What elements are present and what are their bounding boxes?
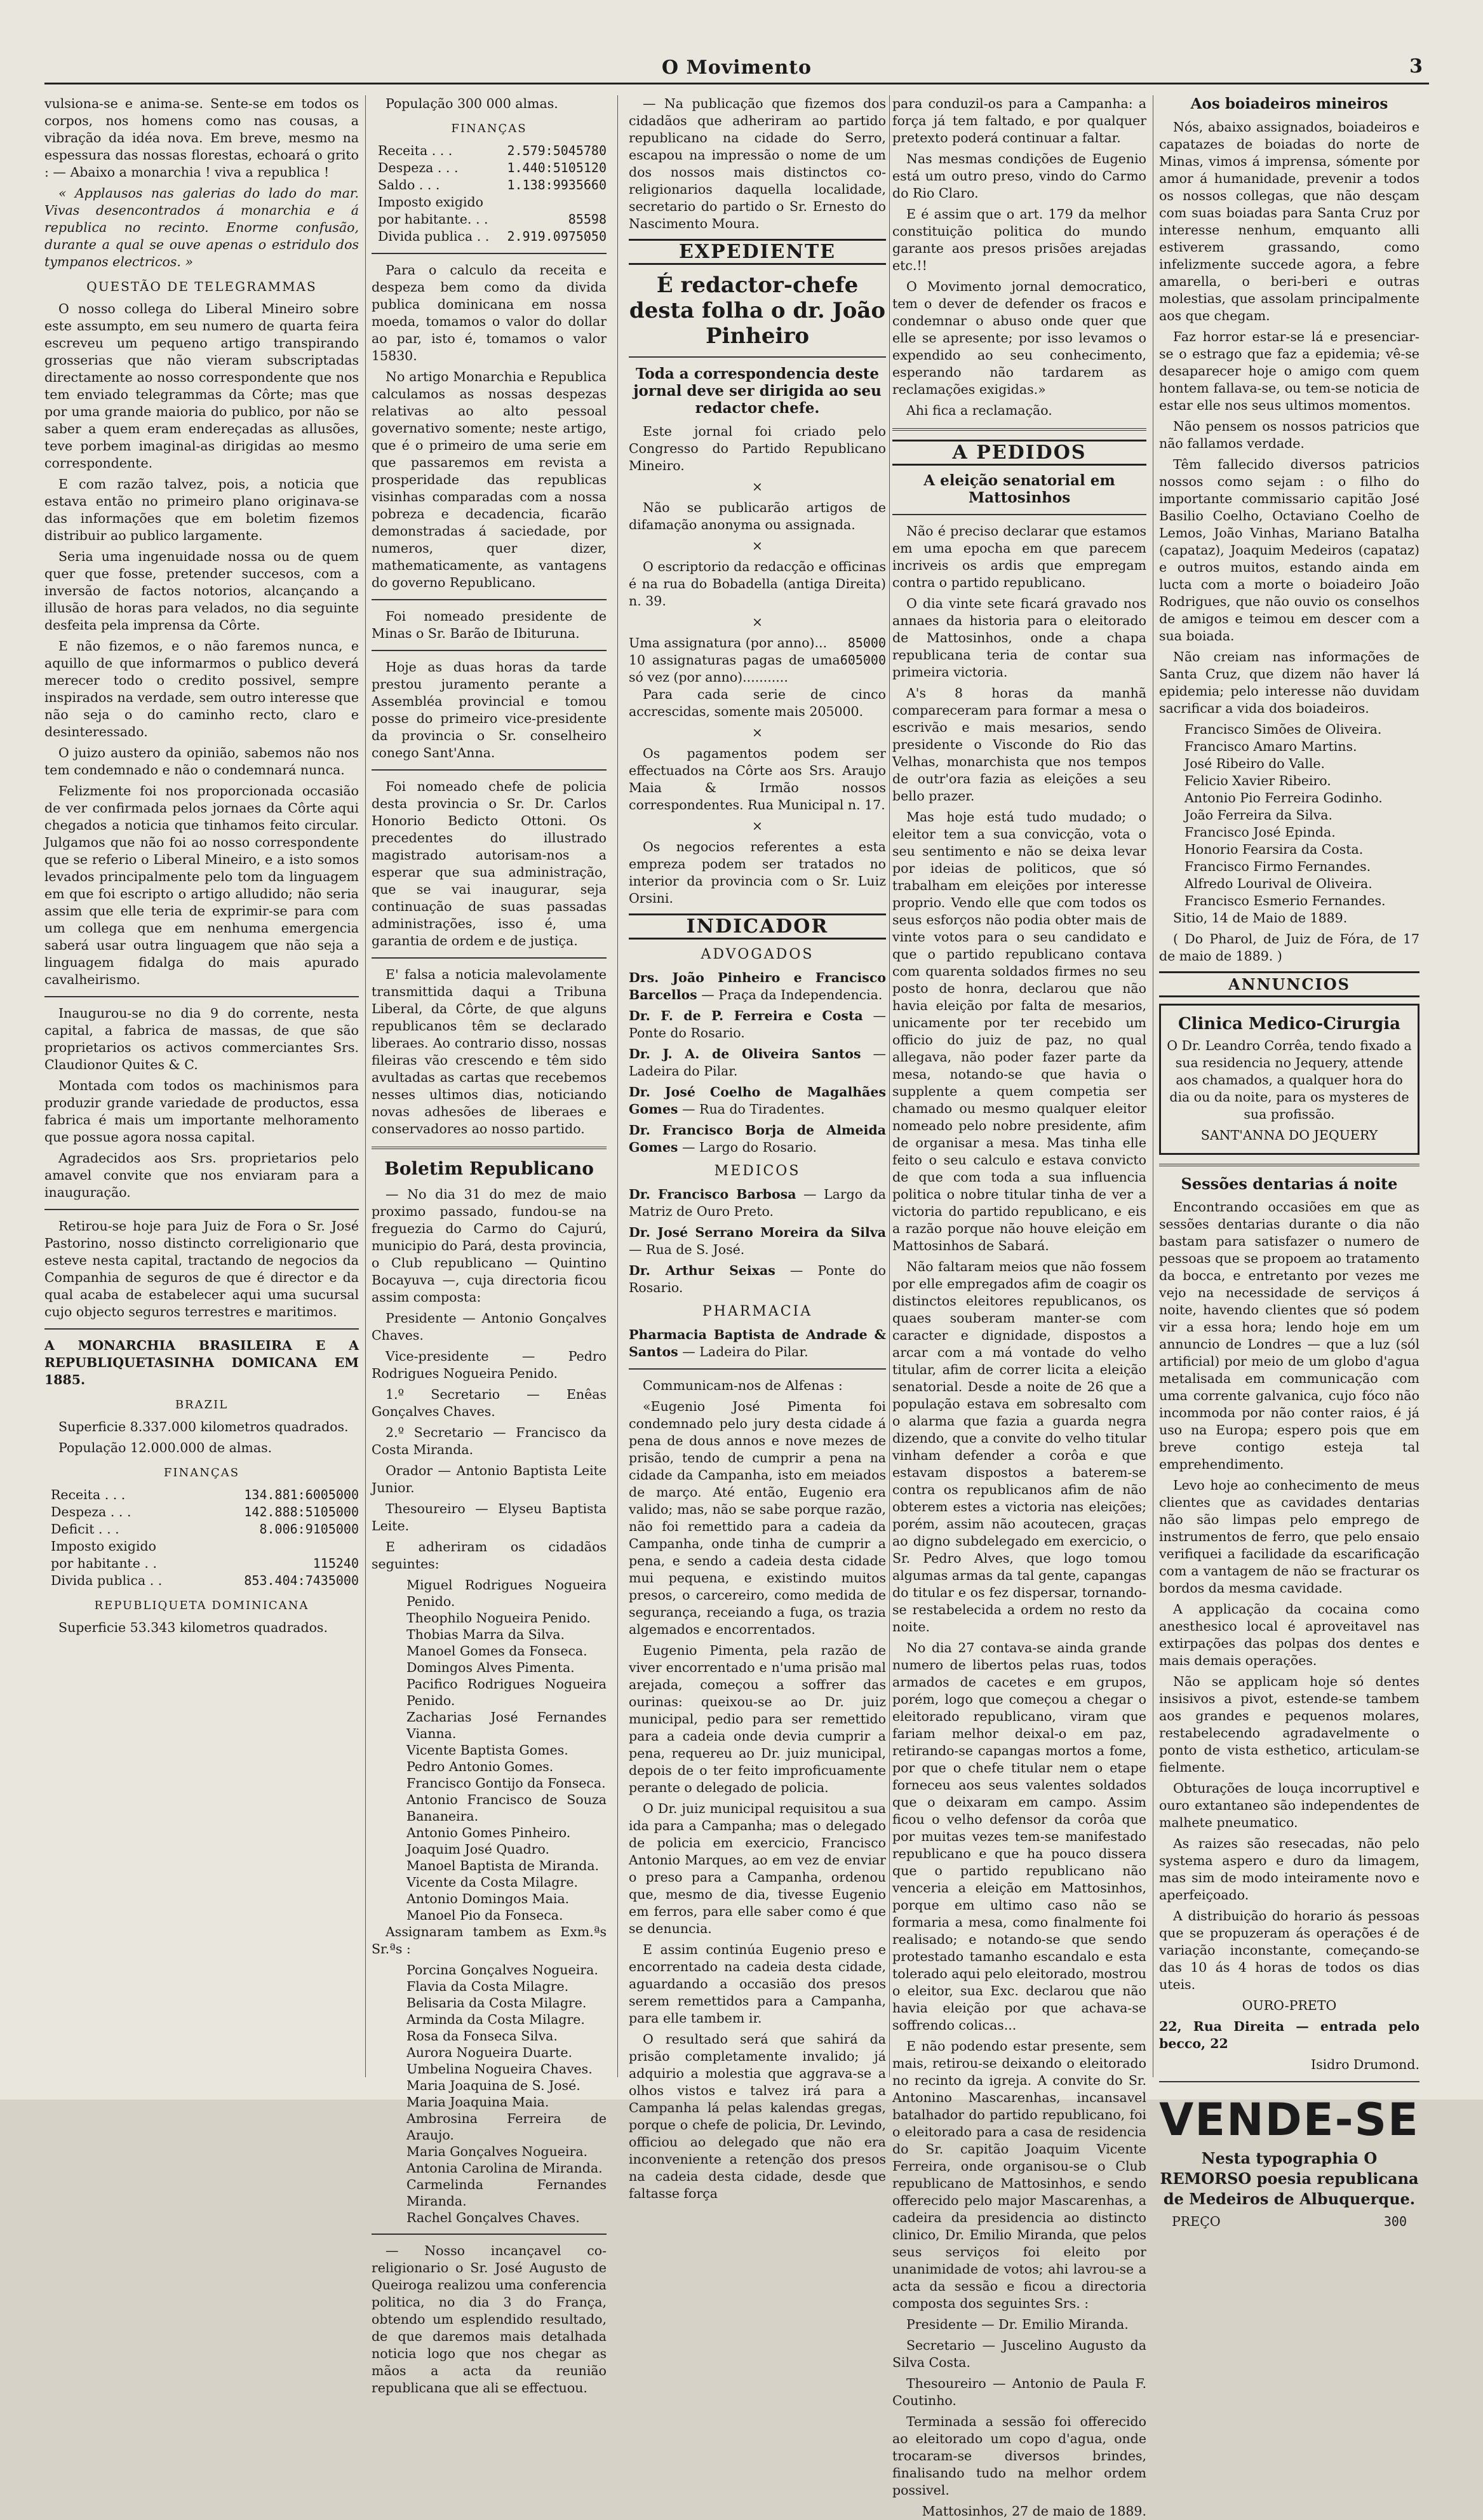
ladies-list [372, 1962, 607, 2226]
divider [1159, 2081, 1419, 2082]
clinic-ad [1159, 1004, 1419, 1155]
finance-row: Deficit . . . 8.006:9105000 [51, 1521, 359, 1537]
article-paragraph: Não se publicarão artigos de difamação anonyma ou assignada. [629, 500, 886, 532]
article-paragraph: Assignaram tambem as Exm.ªs Sr.ªs : [372, 1924, 607, 1957]
article-paragraph: Faz horror estar-se lá e presenciar-se o estrago que faz a epidemia; vê-se desaparecer hoje o amigo com quem hontem fallava-se, ou tem-se noticia de estar elle nos seus ultimos momentos. [1159, 329, 1419, 413]
article-paragraph: Communicam-nos de Alfenas : [643, 1378, 843, 1393]
divider [44, 1328, 359, 1330]
list-item: Maria Joaquina de S. José. [406, 2078, 580, 2093]
article-paragraph: Nas mesmas condições de Eugenio está um outro preso, vindo do Carmo do Rio Claro. [892, 151, 1146, 201]
article-paragraph: Foi nomeado presidente de Minas o Sr. Barão de Ibituruna. [372, 609, 607, 641]
article-paragraph: Montada com todos os machinismos para produzir grande variedade de productos, essa fabrica é mais um importante melhoramento que possue agora nossa capital. [44, 1078, 359, 1145]
finance-row: Saldo . . . 1.138:9935660 [378, 177, 607, 192]
list-item: Secretario — Juscelino Augusto da Silva Costa. [892, 2338, 1146, 2370]
directory-entry: Dr. Francisco Barbosa — Largo da Matriz de Ouro Preto. [629, 1187, 886, 1219]
list-item: Domingos Alves Pimenta. [406, 1660, 575, 1675]
finance-row: por habitante . . 115240 [51, 1556, 359, 1571]
list-item: José Ribeiro do Valle. [1184, 756, 1325, 771]
headline: É redactor-chefe desta folha o dr. João Pinheiro [629, 273, 886, 349]
headline: Toda a correspondencia deste jornal deve ser dirigida ao seu redactor chefe. [633, 365, 882, 417]
list-item: Vicente Baptista Gomes. [406, 1742, 568, 1758]
directory-entry: Dr. Arthur Seixas — Ponte do Rosario. [629, 1263, 886, 1295]
article-paragraph: O dia vinte sete ficará gravado nos annaes da historia para o eleitorado de Mattosinhos, onde a chapa republicana teria de contar sua primeira victoria. [892, 596, 1146, 680]
list-item: Alfredo Lourival de Oliveira. [1184, 876, 1372, 891]
list-item: Joaquim José Quadro. [406, 1842, 549, 1857]
divider [44, 996, 359, 997]
stat-line: Superficie 8.337.000 kilometros quadrados. [58, 1419, 349, 1434]
directory-entry: Drs. João Pinheiro e Francisco Barcellos — Praça da Independencia. [629, 970, 886, 1002]
article-paragraph: Eugenio Pimenta, pela razão de viver encorrentado e n'uma prisão mal arejada, começou a soffrer das ourinas: queixou-se ao Dr. juiz municipal, pedio para ser remettido para a cadeia onde devia cumprir a pena, requereu ao Dr. juiz municipal, depois de o ter feito improficuamente perante o delegado de policia. [629, 1643, 886, 1795]
finance-row: Despeza . . . 142.888:5105000 [51, 1504, 359, 1519]
list-item: Thesoureiro — Antonio de Paula F. Coutinho. [892, 2376, 1146, 2408]
column-5 [1159, 95, 1419, 2229]
article-paragraph: Agradecidos aos Srs. proprietarios pelo amavel convite que nos enviaram para a inauguração. [44, 1150, 359, 1200]
headline: Sessões dentarias á noite [1181, 1175, 1398, 1193]
article-paragraph: Nós, abaixo assignados, boiadeiros e capatazes de boiadas do norte de Minas, vimos á imprensa, sómente por amor á humanidade, prevenir a todos os nossos collegas, que não desçam com suas boiadas para Santa Cruz por interesse nenhum, emquanto alli estiverem grassando, como infelizmente succede agora, a febre amarella, o beri-beri e outras molestias, que assolam principalmente aos que chegam. [1159, 119, 1419, 323]
list-item: João Ferreira da Silva. [1184, 807, 1333, 823]
column-rule [617, 95, 618, 2077]
article-paragraph: Felizmente foi nos proporcionada occasião de ver confirmada pelos jornaes da Côrte aqui chegados a noticia que tinhamos feito circular. Julgamos que não foi ao nosso correspondente que se referio o Liberal Mineiro, e a isto somos levados principalmente pelo tom da linguagem em que foi escripto o artigo alludido; não seria assim que elle teria de exprimir-se para com um collega que em nenhuma emergencia saberá usar outra linguagem que não seja a linguagem fidalga do mais apurado cavalheirismo. [44, 783, 359, 987]
list-item: Rosa da Fonseca Silva. [406, 2028, 558, 2044]
section-heading: INDICADOR [629, 913, 886, 940]
article-paragraph: O juizo austero da opinião, sabemos não nos tem condemnado e não o condemnará nunca. [44, 745, 359, 778]
section-heading: EXPEDIENTE [629, 239, 886, 265]
list-item: Thesoureiro — Elyseu Baptista Leite. [372, 1501, 607, 1533]
article-paragraph: Não se applicam hoje só dentes insisivos a pivot, estende-se tambem aos grandes e pequenos molares, restabelecendo agradavelmente o ponto de vista esthetico, articulam-se fielmente. [1159, 1674, 1419, 1775]
subheading: REPUBLIQUETA DOMINICANA [94, 1599, 309, 1612]
finance-row: Divida publica . . 2.919.0975050 [378, 229, 607, 244]
separator-mark: × [751, 614, 763, 630]
separator-mark: × [751, 479, 763, 494]
subheading: FINANÇAS [451, 122, 527, 135]
list-item: Zacharias José Fernandes Vianna. [406, 1709, 607, 1741]
article-paragraph: A applicação da cocaina como anesthesico local é aproveitavel nas extirpações das polpas dos dentes e mais demais operações. [1159, 1601, 1419, 1668]
article-paragraph: Obturações de louça incorruptivel e ouro extantaneo são independentes de malhete pneumatico. [1159, 1781, 1419, 1830]
article-paragraph: Foi nomeado chefe de policia desta provincia o Sr. Dr. Carlos Honorio Bedicto Ottoni. Os precedentes do illustrado magistrado autorisam-nos a esperar que sua administração, que se vai inaugurar, seja continuação de suas passadas administrações, isso é, uma garantia de ordem e de justiça. [372, 779, 607, 948]
ad-address: 22, Rua Direita — entrada pelo becco, 22 [1159, 2019, 1419, 2051]
article-paragraph: — Na publicação que fizemos dos cidadãos que adheriram ao partido republicano na cidade do Serro, escapou na impressão o nome de um dos nossos mais distinctos co-religionarios daquella localidade, secretario do partido o Sr. Ernesto do Nascimento Moura. [629, 96, 886, 231]
finance-row: Imposto exigido [378, 194, 484, 210]
subheading: FINANÇAS [163, 1466, 240, 1479]
article-paragraph: Para o calculo da receita e despeza bem como da divida publica dominicana em nossa moeda, tomamos o valor do dollar ao par, isto é, tomamos o valor 15830. [372, 262, 607, 363]
divider [1159, 1164, 1419, 1166]
list-item: Vice-presidente — Pedro Rodrigues Nogueira Penido. [372, 1349, 607, 1381]
article-paragraph: O escriptorio da redacção e officinas é na rua do Bobadella (antiga Direita) n. 39. [629, 559, 886, 609]
vende-se-heading: VENDE-SE [1159, 2094, 1419, 2146]
list-item: Flavia da Costa Milagre. [406, 1979, 569, 1994]
separator-mark: × [751, 818, 763, 833]
subheading: BRAZIL [175, 1398, 229, 1412]
article-paragraph: Retirou-se hoje para Juiz de Fora o Sr. José Pastorino, nosso distincto correligionario que esteve nesta capital, tractando de negocios da Companhia de seguros de que é director e da qual acaba de estabelecer aqui uma sucursal cujo objecto seguros terrestres e maritimos. [44, 1218, 359, 1319]
column-4 [892, 95, 1146, 2519]
finance-row: por habitante. . . 85598 [378, 212, 607, 227]
list-item: Antonia Carolina de Miranda. [406, 2160, 603, 2176]
column-rule [365, 95, 366, 2077]
article-paragraph: Inaugurou-se no dia 9 do corrente, nesta capital, a fabrica de massas, de que são proprietarios os activos commerciantes Srs. Claudionor Quites & C. [44, 1006, 359, 1072]
divider [372, 599, 607, 600]
divider [372, 769, 607, 771]
divider [629, 356, 886, 358]
source-note: ( Do Pharol, de Juiz de Fóra, de 17 de maio de 1889. ) [1159, 931, 1419, 964]
list-item: Pedro Antonio Gomes. [406, 1759, 554, 1774]
list-item: Antonio Gomes Pinheiro. [406, 1825, 571, 1840]
article-paragraph: Os negocios referentes a esta empreza podem ser tratados no interior da provincia com o Sr. Luiz Orsini. [629, 839, 886, 906]
article-paragraph: E é assim que o art. 179 da melhor constituição politica do mundo garante aos presos prisões arejadas etc.!! [892, 206, 1146, 273]
subheading: MEDICOS [714, 1163, 801, 1179]
article-paragraph: E não fizemos, e o não faremos nunca, e aquillo de que informarmos o publico deverá merecer todo o credito possivel, sempre inspirados na verdade, sem outro interesse que não seja o do caminho recto, claro e desinteressado. [44, 638, 359, 739]
column-3 [629, 95, 886, 2201]
list-item: Francisco Simões de Oliveira. [1184, 722, 1382, 737]
list-item: Theophilo Nogueira Penido. [406, 1610, 591, 1626]
divider [372, 1147, 607, 1149]
article-paragraph: No artigo Monarchia e Republica calculamos as nossas despezas relativas ao alto pessoal governativo somente; neste artigo, que é o primeiro de uma serie em que passaremos em revista a prosperidade das republicas visinhas comparadas com a nossa pobreza e decadencia, ficarão demonstradas á saciedade, por numeros, quer dizer, mathematicamente, as vantagens do governo Republicano. [372, 369, 607, 590]
list-item: Presidente — Antonio Gonçalves Chaves. [372, 1311, 607, 1343]
article-paragraph: Têm fallecido diversos patricios nossos como sejam : o filho do importante commissario capitão José Basilio Coelho, Octaviano Coelho de Lemos, João Vinhas, Mariano Batalha (capataz), Joaquim Medeiros (capataz) e outros muitos, estando ainda em lucta com a morte o boiadeiro João Rodrigues, que não ouvio os conselhos de amigos e teimou em descer com a sua boiada. [1159, 457, 1419, 643]
article-paragraph: No dia 27 contava-se ainda grande numero de libertos pelas ruas, todos armados de cacetes e em grupos, porém, logo que começou a chegar o eleitorado republicano, viram que fariam melhor deixal-o em paz, retirando-se capangas mortos a fome, por que o chefe titular nem o etape forneceu aos seus valentes soldados que o deixaram em campo. Assim ficou o velho defensor da corôa que por muitas vezes tem-se manifestado republicano e que ha pouco dissera que o partido republicano não venceria a eleição em Mattosinhos, porque em ultimo caso não se formaria a mesa, como finalmente foi realisado; e notando-se que sendo protestado tamanho escandalo e esta tolerado aqui pelo eleitorado, mostrou o eleitor, sua Exc. declarou que não havia eleição por que achava-se soffrendo colicas... [892, 1640, 1146, 2033]
article-paragraph: Não creiam nas informações de Santa Cruz, que dizem não haver lá epidemia; pelo interesse não duvidam sacrificar a vida dos boiadeiros. [1159, 649, 1419, 716]
subheading: ADVOGADOS [701, 947, 814, 962]
article-paragraph: E adheriram os cidadãos seguintes: [372, 1539, 607, 1572]
list-item: Maria Joaquina Maia. [406, 2094, 549, 2110]
article-paragraph: E com razão talvez, pois, a noticia que estava então no primeiro plano originava-se das informações que em boletim fizemos distribuir ao publico largamente. [44, 476, 359, 543]
article-text: vulsiona-se e anima-se. Sente-se em todos os corpos, nos homens como nas cousas, a vibração da idéa nova. Em breve, mesmo na espessura das nossas florestas, echoará o grito : — Abaixo a monarchia ! viva a republica ! [44, 96, 359, 180]
list-item: Porcina Gonçalves Nogueira. [406, 1962, 598, 1978]
list-item: Pacifico Rodrigues Nogueira Penido. [406, 1676, 607, 1708]
directory-entry: Dr. José Serrano Moreira da Silva — Rua de S. José. [629, 1225, 886, 1257]
article-paragraph: Mas hoje está tudo mudado; o eleitor tem a sua convicção, vota o seu sentimento e não se deixa levar por ideias de politicos, que só trabalham em eleições por interesse proprio. Vendo elle que com todos os seus esforços não podia obter mais de vinte votos para o seu candidato e que o partido republicano contava com quarenta soldados firmes no seu posto de honra, declarou que não havia eleição por falta de mesarios, unicamente por ter recebido um officio do juiz de paz, no qual allegava, não poder fazer parte da mesa, notando-se que havia o supplente a quem competia ser chamado ou mesmo qualquer eleitor nomeado pelo nobre presidente, afim de organisar a mesa. Mas tinha elle feito o seu calculo e estava convicto de que com toda a sua influencia politica o nobre titular tinha de ver a victoria do partido republicano, e eis a razão porque não houve eleição em Mattosinhos de Sabará. [892, 809, 1146, 1253]
column-1 [44, 95, 359, 2077]
price-row: PREÇO 300 [1172, 2214, 1407, 2229]
list-item: Antonio Domingos Maia. [406, 1891, 570, 1906]
article-paragraph: O Movimento jornal democratico, tem o dever de defender os fracos e condemnar o abuso onde quer que elle se apresente; por isso levamos o expendido ao seu conhecimento, esperando não tardarem as reclamações exigidas.» [892, 279, 1146, 397]
ad-signature: Isidro Drumond. [1310, 2057, 1419, 2072]
article-paragraph: Os pagamentos podem ser effectuados na Côrte aos Srs. Araujo Maia & Irmão nossos correspondentes. Rua Municipal n. 17. [629, 746, 886, 812]
list-item: Manoel Gomes da Fonseca. [406, 1643, 587, 1659]
article-paragraph: Encontrando occasiões em que as sessões dentarias durante o dia não bastam para satisfazer o numero de pessoas que se propoem ao tratamento da bocca, e entretanto por vezes me vejo na necessidade de serviços á noite, havendo clientes que só podem vir a essa hora; lendo hoje em um annuncio de Londres — que a luz (sól artificial) por meio de um globo d'agua metalisada em communicação com uma corrente galvanica, cujo fóco não incommoda por não conter raios, é já uso na Europa; espero pois que em breve contigo esteja tal emprehendimento. [1159, 1199, 1419, 1472]
divider [372, 253, 607, 254]
list-item: Antonio Pio Ferreira Godinho. [1184, 790, 1383, 805]
ad-place: OURO-PRETO [1242, 1998, 1337, 2013]
article-paragraph: Para cada serie de cinco accrescidas, somente mais 205000. [629, 687, 886, 719]
separator-mark: × [751, 538, 763, 553]
article-paragraph: A distribuição do horario ás pessoas que se propuzeram ás operações é de variação inconstante, começando-se das 10 ás 4 horas de todos os dias uteis. [1159, 1908, 1419, 1992]
masthead [44, 54, 1429, 84]
article-paragraph: O Dr. juiz municipal requisitou a sua ida para a Campanha; mas o delegado de policia em exercicio, Francisco Antonio Marques, ao em vez de enviar o preso para a Campanha, ordenou que, mesmo de dia, tivesse Eugenio em ferros, para elle saber como é que se denuncia. [629, 1801, 886, 1936]
list-item: Umbelina Nogueira Chaves. [406, 2061, 593, 2077]
list-item: Antonio Francisco de Souza Bananeira. [406, 1792, 607, 1824]
divider [892, 514, 1146, 515]
list-item: Felicio Xavier Ribeiro. [1184, 773, 1331, 788]
signers-list [1159, 721, 1419, 910]
directory-entry: Dr. José Coelho de Magalhães Gomes — Rua do Tiradentes. [629, 1084, 886, 1117]
list-item: Orador — Antonio Baptista Leite Junior. [372, 1463, 607, 1495]
page-number: 3 [1409, 55, 1423, 77]
divider [372, 957, 607, 959]
finance-table [372, 142, 607, 245]
directory-entry: Pharmacia Baptista de Andrade & Santos — Ladeira do Pilar. [629, 1327, 886, 1359]
article-quote: « Applausos nas galerias do lado do mar. Vivas desencontrados á monarchia e á republica no recinto. Enorme confusão, durante a qual se ouve apenas o estridulo dos tympanos electricos. » [44, 185, 359, 269]
ad-place: SANT'ANNA DO JEQUERY [1200, 1128, 1378, 1143]
list-item: Manoel Pio da Fonseca. [406, 1908, 563, 1923]
finance-row: Despeza . . . 1.440:5105120 [378, 160, 607, 175]
article-paragraph: para conduzil-os para a Campanha: a força já tem faltado, e por qualquer pretexto poderá continuar a faltar. [892, 96, 1146, 145]
divider [892, 428, 1146, 431]
section-heading: ANNUNCIOS [1159, 971, 1419, 997]
list-item: 1.º Secretario — Enêas Gonçalves Chaves. [372, 1387, 607, 1419]
list-item: Ambrosina Ferreira de Araujo. [406, 2111, 607, 2143]
list-item: Manoel Baptista de Miranda. [406, 1858, 600, 1873]
list-item: 2.º Secretario — Francisco da Costa Miranda. [372, 1425, 607, 1457]
article-paragraph: — Nosso incançavel co-religionario o Sr. José Augusto de Queiroga realizou uma conferencia politica, no dia 3 do França, obtendo um esplendido resultado, de que daremos mais detalhada noticia logo que nos chegar as mãos a acta da reunião republicana que ali se effectuou. [372, 2243, 607, 2395]
article-paragraph: «Eugenio José Pimenta foi condemnado pelo jury desta cidade á pena de dous annos e nove mezes de prisão, tendo de cumprir a pena na cidade da Campanha, isto em meiados de março. Até então, Eugenio era valido; mas, não se sabe porque razão, não foi remettido para a cadeia da Campanha, onde tinha de cumprir a pena, e sendo a cadeia desta cidade mui pequena, e existindo muitos presos, o carcereiro, como medida de segurança, receiando a fuga, os trazia algemados e encorrentados. [629, 1399, 886, 1637]
ad-text: O Dr. Leandro Corrêa, tendo fixado a sua residencia no Jequery, attende aos chamados, a qualquer hora do dia ou da noite, para os mysteres de sua profissão. [1167, 1038, 1412, 1122]
finance-row: Receita . . . 2.579:5045780 [378, 143, 607, 158]
article-paragraph: E não podendo estar presente, sem mais, retirou-se deixando o eleitorado no recinto da igreja. A convite do Sr. Antonino Mascarenhas, incansavel batalhador do partido republicano, foi o eleitorado para a casa de residencia do Sr. capitão Joaquim Vicente Ferreira, onde organisou-se o Club republicano de Mattosinhos, e sendo offerecido pelo major Mascarenhas, a cadeira da presidencia ao distincto clinico, Dr. Emilio Miranda, que pelos seus serviços foi eleito por unanimidade de votos; ahi lavrou-se a acta da sessão e ficou a directoria composta dos seguintes Srs. : [892, 2038, 1146, 2311]
price-row: 10 assignaturas pagas de uma só vez (por anno)........... 605000 [629, 652, 886, 685]
price-row: Uma assignatura (por anno)... 85000 [629, 635, 886, 650]
article-paragraph: E' falsa a noticia malevolamente transmittida daqui a Tribuna Liberal, da Côrte, de que alguns republicanos têm se declarado liberaes. Ao contrario disso, nossas fileiras vão crescendo e têm sido avultadas as cartas que recebemos nesses ultimos dias, noticiando novas adhesões de liberaes e conservadores ao nosso partido. [372, 967, 607, 1136]
section-heading: Boletim Republicano [384, 1158, 594, 1179]
article-paragraph: O resultado será que sahirá da prisão completamente invalido; já adquirio a molestia que aggrava-se a olhos vistos e talvez irá para a Campanha lá pelas kalendas gregas, porque o chefe de policia, Dr. Levindo, officiou ao delegado que não era inconveniente a retenção dos presos na cadeia desta cidade, desde que faltasse força [629, 2031, 886, 2201]
directory-entry: Dr. J. A. de Oliveira Santos — Ladeira do Pilar. [629, 1046, 886, 1079]
list-item: Francisco Esmerio Fernandes. [1184, 893, 1386, 908]
finance-table [44, 1486, 359, 1589]
list-item: Presidente — Dr. Emilio Miranda. [906, 2317, 1129, 2332]
list-item: Francisco José Epinda. [1184, 825, 1336, 840]
dateline: Mattosinhos, 27 de maio de 1889. [922, 2503, 1146, 2519]
list-item: Belisaria da Costa Milagre. [406, 1995, 587, 2011]
article-paragraph: Não é preciso declarar que estamos em uma epocha em que parecem incriveis os ardis que empregam contra o partido republicano. [892, 523, 1146, 590]
column-2 [372, 95, 607, 2395]
section-heading: QUESTÃO DE TELEGRAMMAS [86, 279, 317, 294]
stat-line: População 300 000 almas. [386, 96, 558, 111]
article-paragraph: Este jornal foi criado pelo Congresso do Partido Republicano Mineiro. [629, 424, 886, 473]
article-paragraph: Terminada a sessão foi offerecido ao eleitorado um copo d'agua, onde trocaram-se diversos brindes, finalisando tudo na melhor ordem possivel. [892, 2414, 1146, 2498]
article-paragraph: — No dia 31 do mez de maio proximo passado, fundou-se na freguezia do Carmo do Cajurú, municipio do Pará, desta provincia, o Club republicano — Quintino Bocayuva —, cuja directoria ficou assim composta: [372, 1187, 607, 1305]
dateline: Sitio, 14 de Maio de 1889. [1173, 910, 1348, 926]
ad-title: Clinica Medico-Cirurgia [1178, 1014, 1401, 1034]
list-item: Thobias Marra da Silva. [406, 1627, 565, 1642]
divider [44, 1209, 359, 1210]
stat-line: Superficie 53.343 kilometros quadrados. [58, 1620, 328, 1635]
list-item: Arminda da Costa Milagre. [406, 2012, 585, 2027]
list-item: Honorio Fearsira da Costa. [1184, 842, 1364, 857]
article-paragraph: Hoje as duas horas da tarde prestou juramento perante a Assembléa provincial e tomou posse do primeiro vice-presidente da provincia o Sr. conselheiro conego Sant'Anna. [372, 659, 607, 760]
article-paragraph: Não pensem os nossos patricios que não fallamos verdade. [1159, 419, 1419, 451]
list-item: Vicente da Costa Milagre. [406, 1875, 578, 1890]
section-heading: A PEDIDOS [892, 440, 1146, 466]
list-item: Carmelinda Fernandes Miranda. [406, 2177, 607, 2209]
finance-row: Receita . . . 134.881:6005000 [51, 1487, 359, 1502]
list-item: Rachel Gonçalves Chaves. [406, 2210, 580, 2225]
divider [629, 1368, 886, 1370]
names-list [372, 1577, 607, 1924]
article-paragraph: A's 8 horas da manhã compareceram para formar a mesa o escrivão e mais mesarios, sendo presidente o Visconde do Rio das Velhas, monarchista que nos tempos de outr'ora fazia as eleições a seu bello prazer. [892, 685, 1146, 804]
finance-row: Imposto exigido [51, 1539, 157, 1554]
article-paragraph: O nosso collega do Liberal Mineiro sobre este assumpto, em seu numero de quarta feira escreveu um pequeno artigo transpirando grosserias que não vieram subscriptadas directamente ao nosso correspondente que nos tem enviado telegrammas da Côrte; mas que por uma grande maioria do publico, por não se saber a quem eram endereçadas as allusões, teve porbem imaginal-as dirigidas ao mesmo correspondente. [44, 301, 359, 471]
headline: Aos boiadeiros mineiros [1190, 95, 1388, 112]
article-paragraph: Levo hoje ao conhecimento de meus clientes que as cavidades dentarias não são limpas pelo emprego de instrumentos de ferro, que pelo ensaio verifiquei a facilidade da escarificação com a vantagem de não se fracturar os bordos da mesma cavidade. [1159, 1478, 1419, 1596]
list-item: Francisco Firmo Fernandes. [1184, 859, 1371, 874]
finance-row: Divida publica . . 853.404:7435000 [51, 1573, 359, 1588]
divider [372, 650, 607, 651]
subheading: PHARMACIA [702, 1304, 813, 1319]
article-paragraph: Não faltaram meios que não fossem por elle empregados afim de coagir os distinctos eleitores republicanos, os quaes souberam manter-se com caracter e dignidade, dispostos a arcar com a má vontade do velho titular, afim de correr licita a eleição senatorial. Desde a noite de 26 que a população estava em sobresalto com o alarma que fazia a guarda negra dizendo, que a convite do velho titular vinham defender a corôa e que estavam dispostos a baterem-se contra os republicanos afim de não obterem estes a victoria nas eleições; porém, assim não acoutecen, graças ao digno subdelegado em exercicio, o Sr. Pedro Alves, que logo tomou algumas armas da tal gente, capangas do titular e os fez dispersar, tornando-se restabelecida a ordem no resto da noite. [892, 1259, 1146, 1634]
stat-line: População 12.000.000 de almas. [58, 1440, 272, 1455]
list-item: Francisco Amaro Martins. [1184, 739, 1357, 754]
list-item: Aurora Nogueira Duarte. [406, 2045, 573, 2060]
divider [372, 2234, 607, 2235]
article-paragraph: Ahi fica a reclamação. [906, 403, 1052, 418]
directory-entry: Dr. F. de P. Ferreira e Costa — Ponte do Rosario. [629, 1008, 886, 1041]
section-heading: A MONARCHIA BRASILEIRA E A REPUBLIQUETASINHA DOMICANA EM 1885. [44, 1338, 359, 1387]
list-item: Francisco Gontijo da Fonseca. [406, 1775, 606, 1791]
column-rule [889, 95, 890, 2077]
article-paragraph: E assim continúa Eugenio preso e encorrentado na cadeia desta cidade, aguardando a occasião dos presos serem remettidos para a Campanha, para elle tambem ir. [629, 1942, 886, 2026]
newspaper-title: O Movimento [661, 57, 812, 79]
directory-entry: Dr. Francisco Borja de Almeida Gomes — Largo do Rosario. [629, 1122, 886, 1155]
ad-text: Nesta typographia O REMORSO poesia republicana de Medeiros de Albuquerque. [1160, 2149, 1419, 2208]
separator-mark: × [751, 725, 763, 740]
headline: A eleição senatorial em Mattosinhos [923, 472, 1115, 506]
article-paragraph: As raizes são resecadas, não pelo systema aspero e duro da limagem, mas sim de modo inteiramente novo e aperfeiçoado. [1159, 1836, 1419, 1903]
list-item: Maria Gonçalves Nogueira. [406, 2144, 588, 2159]
list-item: Miguel Rodrigues Nogueira Penido. [406, 1577, 607, 1609]
article-paragraph: Seria uma ingenuidade nossa ou de quem quer que fosse, pretender succesos, com a inversão de factos notorios, alcançando a illusão de horas para velados, no dia seguinte desfeita pela imprensa da Côrte. [44, 549, 359, 633]
